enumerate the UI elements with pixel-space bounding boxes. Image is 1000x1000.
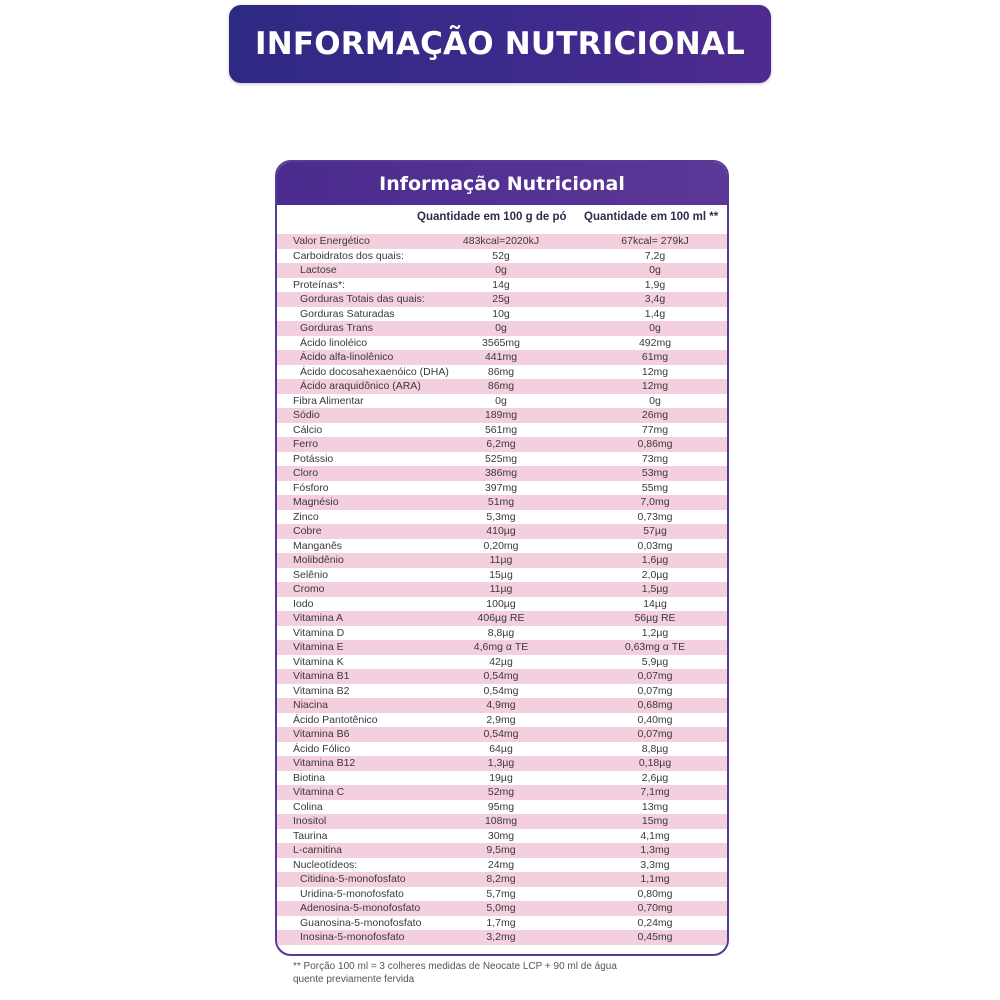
value-per-100g: 5,0mg: [486, 902, 516, 914]
table-row: [277, 771, 727, 786]
table-row: [277, 669, 727, 684]
value-per-100g: 441mg: [484, 351, 518, 363]
table-row: [277, 916, 727, 931]
value-per-100ml: 61mg: [641, 351, 669, 363]
value-per-100ml: 12mg: [641, 365, 669, 378]
nutrient-name: Ácido linoléico: [300, 336, 368, 349]
value-per-100g: 42µg: [489, 655, 513, 668]
nutrient-name: Vitamina E: [293, 641, 344, 653]
value-per-100g: 525mg: [484, 452, 518, 465]
nutrient-name: Vitamina C: [293, 786, 345, 798]
value-per-100ml: 0,80mg: [637, 887, 673, 900]
value-per-100ml: 5,9µg: [641, 655, 669, 668]
value-per-100ml: 3,3mg: [640, 858, 670, 871]
nutrient-name: Adenosina-5-monofosfato: [300, 902, 421, 914]
nutrient-name: Vitamina D: [293, 626, 345, 639]
value-per-100g: 5,7mg: [486, 887, 516, 900]
nutrient-name: L-carnitina: [293, 844, 343, 856]
table-row: [277, 901, 727, 916]
table-row: [277, 713, 727, 728]
nutrient-name: Ácido docosahexaenóico (DHA): [300, 365, 449, 378]
nutrient-name: Zinco: [293, 510, 319, 523]
value-per-100ml: 0,03mg: [637, 539, 673, 552]
value-per-100g: 4,6mg α TE: [473, 641, 529, 653]
value-per-100ml: 3,4g: [644, 293, 666, 305]
nutrient-name: Vitamina B2: [293, 684, 350, 697]
value-per-100ml: 0,24mg: [637, 916, 673, 929]
value-per-100ml: 0,18µg: [638, 757, 672, 769]
footnote-line-1: ** Porção 100 ml = 3 colheres medidas de Neocate LCP + 90 ml de água: [293, 961, 617, 972]
value-per-100g: 14g: [492, 278, 510, 291]
table-row: [277, 481, 727, 496]
table-row: [277, 582, 727, 597]
table-row: [277, 698, 727, 713]
nutrient-name: Selênio: [293, 568, 329, 581]
nutrient-name: Vitamina B12: [293, 757, 356, 769]
value-per-100g: 3,2mg: [486, 931, 516, 943]
table-row: [277, 858, 727, 873]
nutrient-name: Vitamina A: [293, 612, 344, 624]
table-row: [277, 423, 727, 438]
nutrient-name: Colina: [293, 800, 323, 813]
table-row: [277, 524, 727, 539]
value-per-100ml: 0g: [649, 322, 661, 334]
value-per-100g: 11µg: [489, 554, 513, 566]
value-per-100g: 2,9mg: [486, 713, 516, 726]
column-headers: [277, 206, 727, 234]
value-per-100ml: 56µg RE: [634, 612, 676, 624]
value-per-100g: 51mg: [487, 496, 515, 508]
value-per-100ml: 0,07mg: [637, 670, 673, 682]
table-row: [277, 495, 727, 510]
nutrient-name: Magnésio: [293, 496, 339, 508]
value-per-100ml: 0,86mg: [637, 438, 673, 450]
value-per-100ml: 26mg: [641, 409, 669, 421]
table-row: [277, 539, 727, 554]
value-per-100ml: 0,68mg: [637, 699, 673, 711]
table-row: [277, 872, 727, 887]
value-per-100g: 0,54mg: [483, 670, 519, 682]
nutrient-name: Carboidratos dos quais:: [293, 249, 404, 262]
value-per-100ml: 0g: [649, 394, 661, 407]
nutrient-name: Ferro: [293, 438, 319, 450]
nutrient-name: Iodo: [293, 597, 314, 610]
value-per-100ml: 0,40mg: [637, 713, 673, 726]
nutrient-name: Ácido araquidônico (ARA): [300, 380, 421, 392]
nutrient-name: Cloro: [293, 467, 319, 479]
value-per-100g: 9,5mg: [486, 844, 516, 856]
column-header-per-100ml: Quantidade em 100 ml **: [584, 211, 719, 223]
table-row: [277, 829, 727, 844]
value-per-100g: 108mg: [484, 815, 518, 827]
value-per-100g: 410µg: [486, 525, 516, 537]
value-per-100g: 52mg: [487, 786, 515, 798]
nutrient-name: Fibra Alimentar: [293, 394, 364, 407]
table-row: [277, 800, 727, 815]
nutrient-name: Uridina-5-monofosfato: [300, 887, 404, 900]
value-per-100ml: 1,9g: [644, 278, 666, 291]
table-row: [277, 785, 727, 800]
value-per-100g: 3565mg: [482, 336, 520, 349]
table-row: [277, 307, 727, 322]
nutrient-name: Cromo: [293, 583, 325, 595]
nutrient-name: Vitamina B1: [293, 670, 350, 682]
table-row: [277, 727, 727, 742]
value-per-100ml: 2,0µg: [641, 568, 669, 581]
value-per-100g: 0,20mg: [483, 539, 519, 552]
footnote: [293, 960, 713, 986]
nutrient-name: Ácido Pantotênico: [293, 713, 378, 726]
table-row: [277, 510, 727, 525]
value-per-100ml: 57µg: [643, 525, 667, 537]
value-per-100ml: 1,2µg: [641, 626, 669, 639]
value-per-100g: 5,3mg: [486, 510, 516, 523]
table-header: [277, 162, 727, 205]
table-row: [277, 655, 727, 670]
table-body: [277, 234, 727, 945]
value-per-100g: 0,54mg: [483, 684, 519, 697]
value-per-100ml: 0,63mg α TE: [624, 641, 686, 653]
table-row: [277, 553, 727, 568]
value-per-100g: 483kcal=2020kJ: [462, 235, 540, 247]
value-per-100ml: 1,6µg: [641, 554, 669, 566]
nutrient-name: Inositol: [293, 815, 327, 827]
value-per-100g: 386mg: [484, 467, 518, 479]
table-row: [277, 466, 727, 481]
table-row: [277, 568, 727, 583]
value-per-100ml: 2,6µg: [641, 771, 669, 784]
nutrient-name: Manganês: [293, 539, 343, 552]
value-per-100ml: 0,73mg: [637, 510, 673, 523]
title-banner: [229, 5, 771, 83]
value-per-100g: 0g: [495, 322, 507, 334]
nutrient-name: Potássio: [293, 452, 334, 465]
nutrient-name: Inosina-5-monofosfato: [300, 931, 405, 943]
table-row: [277, 843, 727, 858]
table-row: [277, 292, 727, 307]
value-per-100ml: 0,45mg: [637, 931, 673, 943]
value-per-100g: 52g: [492, 249, 510, 262]
nutrient-name: Gorduras Totais das quais:: [300, 293, 425, 305]
value-per-100g: 1,3µg: [487, 757, 515, 769]
value-per-100g: 64µg: [489, 742, 513, 755]
value-per-100ml: 1,5µg: [641, 583, 669, 595]
value-per-100ml: 55mg: [641, 481, 669, 494]
table-row: [277, 611, 727, 626]
table-row: [277, 814, 727, 829]
value-per-100ml: 13mg: [641, 800, 669, 813]
value-per-100ml: 1,1mg: [640, 873, 670, 885]
value-per-100ml: 0,07mg: [637, 728, 673, 740]
table-row: [277, 336, 727, 351]
nutrient-name: Cálcio: [293, 423, 323, 436]
table-row: [277, 350, 727, 365]
nutrient-name: Biotina: [293, 771, 326, 784]
nutrient-name: Citidina-5-monofosfato: [300, 873, 406, 885]
table-row: [277, 887, 727, 902]
nutrient-name: Taurina: [293, 829, 328, 842]
value-per-100g: 0g: [495, 394, 507, 407]
value-per-100ml: 67kcal= 279kJ: [621, 235, 689, 247]
value-per-100g: 1,7mg: [486, 916, 516, 929]
table-row: [277, 321, 727, 336]
value-per-100g: 25g: [492, 293, 510, 305]
table-row: [277, 930, 727, 945]
value-per-100ml: 1,4g: [644, 307, 666, 320]
nutrient-name: Valor Energético: [293, 235, 370, 247]
table-row: [277, 684, 727, 699]
table-row: [277, 640, 727, 655]
nutrient-name: Gorduras Saturadas: [300, 307, 395, 320]
value-per-100g: 189mg: [484, 409, 518, 421]
table-row: [277, 263, 727, 278]
nutrition-table: [275, 160, 729, 956]
value-per-100g: 19µg: [489, 771, 513, 784]
table-row: [277, 249, 727, 264]
nutrient-name: Gorduras Trans: [300, 322, 373, 334]
value-per-100g: 561mg: [484, 423, 518, 436]
nutrient-name: Nucleotídeos:: [293, 858, 358, 871]
table-row: [277, 379, 727, 394]
value-per-100g: 4,9mg: [486, 699, 516, 711]
value-per-100ml: 53mg: [641, 467, 669, 479]
table-title: Informação Nutricional: [379, 172, 625, 195]
value-per-100ml: 8,8µg: [641, 742, 669, 755]
value-per-100ml: 7,2g: [644, 249, 666, 262]
value-per-100g: 397mg: [484, 481, 518, 494]
nutrient-name: Ácido alfa-linolênico: [300, 351, 394, 363]
banner-title: INFORMAÇÃO NUTRICIONAL: [254, 26, 745, 62]
table-row: [277, 234, 727, 249]
value-per-100ml: 0g: [649, 264, 661, 276]
value-per-100ml: 15mg: [641, 815, 669, 827]
value-per-100g: 86mg: [487, 380, 515, 392]
value-per-100ml: 1,3mg: [640, 844, 670, 856]
nutrient-name: Niacina: [293, 699, 329, 711]
value-per-100g: 86mg: [487, 365, 515, 378]
column-header-per-100g: Quantidade em 100 g de pó: [417, 211, 567, 223]
value-per-100ml: 4,1mg: [640, 829, 670, 842]
nutrient-name: Lactose: [300, 264, 337, 276]
nutrient-name: Sódio: [293, 409, 320, 421]
value-per-100g: 8,8µg: [487, 626, 515, 639]
value-per-100ml: 0,70mg: [637, 902, 673, 914]
value-per-100ml: 0,07mg: [637, 684, 673, 697]
table-row: [277, 597, 727, 612]
value-per-100g: 0,54mg: [483, 728, 519, 740]
table-row: [277, 756, 727, 771]
nutrient-name: Fósforo: [293, 481, 329, 494]
nutrient-name: Cobre: [293, 525, 322, 537]
value-per-100g: 6,2mg: [486, 438, 516, 450]
value-per-100g: 100µg: [486, 597, 516, 610]
value-per-100g: 30mg: [487, 829, 515, 842]
nutrient-name: Vitamina K: [293, 655, 344, 668]
footnote-line-2: quente previamente fervida: [293, 974, 415, 985]
nutrient-name: Ácido Fólico: [293, 742, 351, 755]
nutrient-name: Proteínas*:: [293, 278, 345, 291]
nutrient-name: Molibdênio: [293, 554, 344, 566]
value-per-100g: 406µg RE: [477, 612, 525, 624]
value-per-100ml: 14µg: [643, 597, 667, 610]
value-per-100ml: 12mg: [641, 380, 669, 392]
value-per-100ml: 77mg: [641, 423, 669, 436]
value-per-100g: 11µg: [489, 583, 513, 595]
table-row: [277, 278, 727, 293]
table-row: [277, 437, 727, 452]
value-per-100g: 0g: [495, 264, 507, 276]
table-row: [277, 626, 727, 641]
value-per-100g: 24mg: [487, 858, 515, 871]
value-per-100g: 15µg: [489, 568, 513, 581]
value-per-100ml: 492mg: [638, 336, 672, 349]
value-per-100ml: 7,0mg: [640, 496, 670, 508]
nutrient-name: Vitamina B6: [293, 728, 350, 740]
table-row: [277, 452, 727, 467]
table-row: [277, 394, 727, 409]
table-row: [277, 742, 727, 757]
value-per-100g: 8,2mg: [486, 873, 516, 885]
table-row: [277, 365, 727, 380]
nutrient-name: Guanosina-5-monofosfato: [300, 916, 422, 929]
value-per-100ml: 73mg: [641, 452, 669, 465]
value-per-100g: 10g: [492, 307, 510, 320]
value-per-100g: 95mg: [487, 800, 515, 813]
value-per-100ml: 7,1mg: [640, 786, 670, 798]
table-row: [277, 408, 727, 423]
